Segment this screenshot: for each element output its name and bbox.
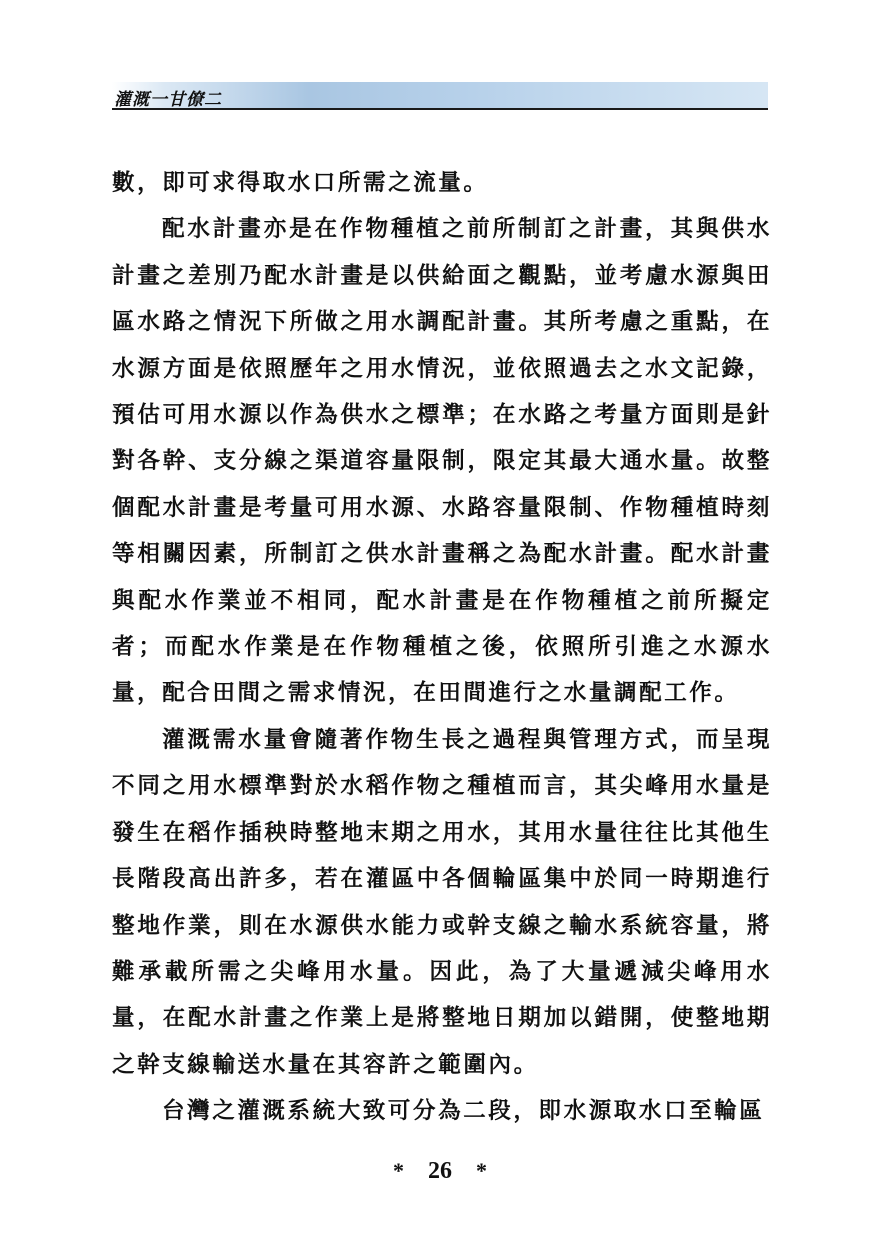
body-text: [112, 160, 772, 1135]
footer-star-left: *: [393, 1158, 404, 1183]
footer-star-right: *: [476, 1158, 487, 1183]
running-header: [112, 82, 768, 110]
page-footer: [0, 1158, 880, 1185]
page-number: 26: [428, 1158, 452, 1184]
paragraph-4: 台灣之灌溉系統大致可分為二段，即水源取水口至輪區: [162, 1098, 765, 1125]
paragraph-1: 數，即可求得取水口所需之流量。: [112, 170, 489, 196]
header-title: 灌溉一甘僚二: [114, 90, 222, 110]
paragraph-2: 配水計畫亦是在作物種植之前所制訂之計畫，其與供水計畫之差別乃配水計畫是以供給面之觀點，並考慮水源與田區水路之情況下所做之用水調配計畫。其所考慮之重點，在水源方面是依照歷年之用水情況，並依照過去之水文記錄，預估可用水源以作為供水之標準；在水路之考量方面則是針對各幹、支分線之渠道容量限制，限定其最大通水量。故整個配水計畫是考量可用水源、水路容量限制、作物種植時刻等相關因素，所制訂之供水計畫稱之為配水計畫。配水計畫與配水作業並不相同，配水計畫是在作物種植之前所擬定者；而配水作業是在作物種植之後，依照所引進之水源水量，配合田間之需求情況，在田間進行之水量調配工作。: [112, 216, 772, 707]
paragraph-3: 灌溉需水量會隨著作物生長之過程與管理方式，而呈現不同之用水標準對於水稻作物之種植而言，其尖峰用水量是發生在稻作插秧時整地末期之用水，其用水量往往比其他生長階段高出許多，若在灌區中各個輪區集中於同一時期進行整地作業，則在水源供水能力或幹支線之輸水系統容量，將難承載所需之尖峰用水量。因此，為了大量遞減尖峰用水量，在配水計畫之作業上是將整地日期加以錯開，使整地期之幹支線輸送水量在其容許之範圍內。: [112, 726, 772, 1078]
